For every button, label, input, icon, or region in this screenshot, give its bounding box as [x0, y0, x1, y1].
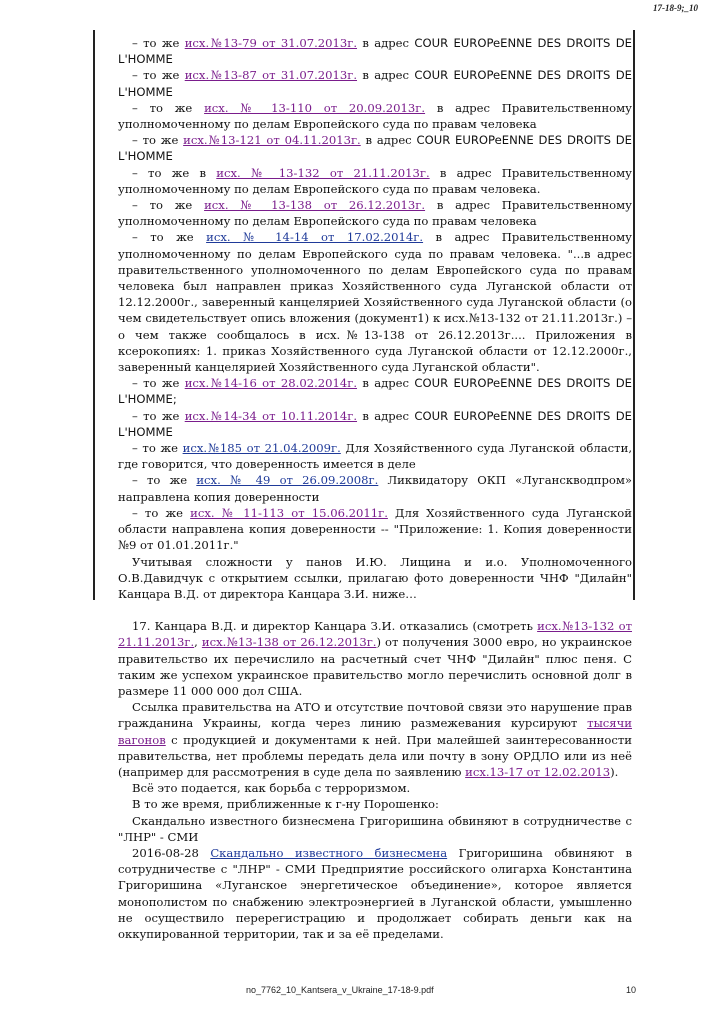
paragraph-p11 — [118, 472, 632, 504]
paragraph-text: Для Хозяйственного суда Луганской области направлена копия доверенности -- "Приложение: 1. Копия доверенности №9 от 01.01.2011г." — [118, 505, 632, 553]
paragraph-p15 — [118, 699, 632, 780]
paragraph-text: Ссылка правительства на АТО и отсутствие почтовой связи это нарушение прав гражданина Украины, когда через линию размежевания курсируют — [118, 700, 632, 731]
paragraph-text: в адрес — [360, 133, 417, 148]
paragraph-text: COUR EUROPeENNE DES DROITS DE L'HOMME — [118, 133, 632, 164]
page-corner-code: 17-18-9;_10 — [653, 3, 698, 13]
paragraph-text: – то же — [132, 36, 185, 50]
paragraph-p1 — [118, 35, 632, 67]
paragraph-text: – то же в — [132, 165, 217, 180]
paragraph-text: COUR EUROPeENNE DES DROITS DE L'HOMME — [118, 36, 632, 67]
document-link[interactable]: исх. № 13-132 от 21.11.2013г. — [216, 165, 430, 180]
paragraph-p5 — [118, 165, 632, 197]
paragraph-p4 — [118, 132, 632, 164]
paragraph-text: Ликвидатору ОКП «Луганскводпром» направлена копия доверенности — [118, 473, 633, 504]
paragraph-p17 — [118, 796, 632, 812]
footer-page-number: 10 — [626, 985, 637, 995]
paragraph-p13 — [118, 554, 632, 603]
paragraph-text: – то же — [132, 230, 207, 245]
document-link[interactable]: исх.№185 от 21.04.2009г. — [182, 441, 341, 456]
paragraph-text: Всё это подается, как борьба с терроризмом. — [132, 781, 411, 796]
document-body — [118, 35, 632, 942]
paragraph-gap — [118, 602, 632, 618]
paragraph-p19 — [118, 845, 632, 942]
paragraph-text: , — [194, 635, 202, 650]
paragraph-text: – то же — [132, 376, 185, 391]
left-margin-bar — [93, 30, 95, 600]
paragraph-text: – то же — [132, 441, 183, 456]
document-link[interactable]: исх. № 11-113 от 15.06.2011г. — [190, 505, 388, 520]
paragraph-p8 — [118, 375, 632, 407]
paragraph-text: 17. Канцара В.Д. и директор Канцара З.И. отказались (смотреть — [132, 619, 538, 634]
paragraph-text: – то же — [132, 68, 185, 83]
paragraph-p10 — [118, 440, 632, 472]
document-link[interactable]: исх.№13-87 от 31.07.2013г. — [184, 68, 358, 83]
paragraph-text: COUR EUROPeENNE DES DROITS DE L'HOMME; — [118, 376, 632, 407]
document-link[interactable]: исх. № 49 от 26.09.2008г. — [196, 473, 379, 488]
paragraph-text: в адрес — [357, 36, 415, 50]
paragraph-text: COUR EUROPeENNE DES DROITS DE L'HOMME — [118, 408, 632, 439]
paragraph-text: – то же — [132, 100, 205, 115]
document-link[interactable]: исх.№13-79 от 31.07.2013г. — [184, 36, 358, 50]
document-link[interactable]: исх.13-17 от 12.02.2013 — [465, 764, 611, 779]
paragraph-text: В то же время, приближенные к г-ну Порошенко: — [132, 797, 439, 812]
document-link[interactable]: исх.№14-34 от 10.11.2014г. — [184, 408, 358, 423]
paragraph-text: в адрес — [357, 68, 415, 83]
paragraph-text: Учитывая сложности у панов И.Ю. Лищина и и.о. Уполномоченного О.В.Давидчук с открытием ссылки, прилагаю фото доверенности ЧНФ "Дилайн" Канцара В.Д. от директора Канцара З.И. ниже… — [118, 554, 632, 601]
footer-filename: no_7762_10_Kantsera_v_Ukraine_17-18-9.pdf — [246, 985, 434, 995]
paragraph-text: в адрес — [357, 408, 415, 423]
paragraph-text: – то же — [132, 473, 197, 488]
paragraph-p2 — [118, 67, 632, 99]
document-link[interactable]: исх. № 13-110 от 20.09.2013г. — [204, 100, 426, 115]
document-link[interactable]: исх. № 13-138 от 26.12.2013г. — [204, 198, 426, 213]
paragraph-p12 — [118, 505, 632, 554]
paragraph-p9 — [118, 408, 632, 440]
paragraph-text: с продукцией и документами к ней. При малейшей заинтересованности правительства, нет проблемы передать дела или почту в зону ОРДЛО или из неё (например для рассмотрения в суде дела по заявлению — [118, 732, 632, 779]
paragraph-text: ). — [610, 764, 619, 779]
document-link[interactable]: исх. № 14-14 от 17.02.2014г. — [206, 230, 424, 245]
paragraph-text: COUR EUROPeENNE DES DROITS DE L'HOMME — [118, 68, 632, 99]
paragraph-text: Скандально известного бизнесмена Григоришина обвиняют в сотрудничестве с "ЛНР" - СМИ — [118, 813, 632, 844]
paragraph-p7 — [118, 229, 632, 375]
document-link[interactable]: Скандально известного бизнесмена — [210, 845, 448, 860]
document-link[interactable]: исх.№14-16 от 28.02.2014г. — [184, 376, 358, 391]
paragraph-text: – то же — [132, 198, 205, 213]
paragraph-text: в адрес Правительственному уполномоченному по делам Европейского суда по правам человека. — [118, 165, 632, 196]
paragraph-text: – то же — [132, 505, 191, 520]
document-link[interactable]: тысячи вагонов — [118, 716, 632, 747]
paragraph-text: в адрес Правительственному уполномоченному по делам Европейского суда по правам человека — [118, 198, 632, 229]
paragraph-p3 — [118, 100, 632, 132]
document-link[interactable]: исх.№13-138 от 26.12.2013г. — [201, 635, 377, 650]
paragraph-text: в адрес — [357, 376, 415, 391]
paragraph-text: в адрес Правительственному уполномоченному по делам Европейского суда по правам человека. "...в адрес правительственного уполномоченного по делам Европейского суда по правам человека был направлен приказ Хозяйственного суда Луганской области от 12.12.2000г., заверенный канцелярией Хозяйственного суда Луганской области (о чем свидетельствует опись вложения (документ1) к исх.№13-132 от 21.11.2013г.) – о чем также сообщалось в исх.№13-138 от 26.12.2013г.... Приложения в ксерокопиях: 1. приказ Хозяйственного суда Луганской области от 12.12.2000г., заверенный канцелярией Хозяйственного суда Луганской области". — [118, 230, 632, 375]
paragraph-text: Григоришина обвиняют в сотрудничестве с "ЛНР" - СМИ Предприятие российского олигарха Константина Григоришина «Луганское энергетическое объединение», которое является монополистом по снабжению электроэнергией в Луганской области, умышленно не осуществило перерегистрацию и продолжает собирать деньги как на оккупированной территории, так и за её пределами. — [118, 845, 632, 941]
document-link[interactable]: исх.№13-132 от 21.11.2013г. — [118, 619, 632, 650]
document-link[interactable]: исх.№13-121 от 04.11.2013г. — [183, 133, 361, 148]
right-margin-bar — [633, 30, 635, 600]
paragraph-text: – то же — [132, 408, 185, 423]
paragraph-text: Для Хозяйственного суда Луганской области, где говорится, что доверенность имеется в деле — [118, 441, 632, 472]
paragraph-text: ) от получения 3000 евро, но украинское правительство их перечислило на расчетный счет ЧНФ "Дилайн" плюс пеня. С таким же успехом украинское правительство могло перечислить основной долг в размере 11 000 000 дол США. — [118, 635, 633, 698]
paragraph-text: – то же — [132, 133, 184, 148]
paragraph-p16 — [118, 780, 632, 796]
paragraph-p14 — [118, 618, 632, 699]
paragraph-p18 — [118, 813, 632, 845]
paragraph-text: 2016-08-28 — [132, 845, 211, 860]
paragraph-text: в адрес Правительственному уполномоченному по делам Европейского суда по правам человека — [118, 100, 632, 132]
paragraph-p6 — [118, 197, 632, 229]
